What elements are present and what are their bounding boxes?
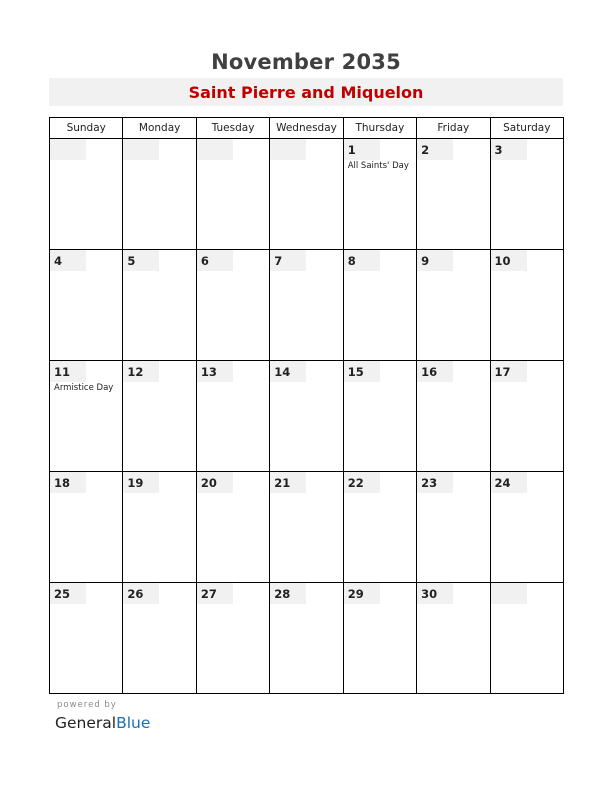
day-cell	[490, 250, 563, 361]
day-number: 22	[344, 472, 380, 493]
day-number: 10	[491, 250, 527, 271]
day-cell	[343, 472, 416, 583]
weekday-friday: Friday	[417, 118, 490, 139]
day-number: 26	[123, 583, 159, 604]
day-number: 19	[123, 472, 159, 493]
powered-by-label: powered by	[57, 700, 117, 710]
day-number: 6	[197, 250, 233, 271]
week-row	[50, 583, 564, 694]
day-cell	[490, 583, 563, 694]
day-number: 15	[344, 361, 380, 382]
day-cell	[50, 250, 123, 361]
day-number	[491, 583, 527, 604]
day-number: 24	[491, 472, 527, 493]
day-cell	[50, 361, 123, 472]
day-cell	[417, 139, 490, 250]
day-cell	[270, 139, 343, 250]
day-number: 11	[50, 361, 86, 382]
brand-logo	[55, 713, 150, 733]
day-cell	[50, 472, 123, 583]
region-banner: Saint Pierre and Miquelon	[49, 78, 563, 106]
day-number: 25	[50, 583, 86, 604]
day-cell	[417, 583, 490, 694]
weekday-thursday: Thursday	[343, 118, 416, 139]
day-number: 16	[417, 361, 453, 382]
day-cell	[196, 361, 269, 472]
day-number: 12	[123, 361, 159, 382]
day-number: 5	[123, 250, 159, 271]
day-cell	[270, 583, 343, 694]
day-number: 1	[344, 139, 380, 160]
day-number	[50, 139, 86, 160]
day-cell	[50, 139, 123, 250]
day-cell	[343, 583, 416, 694]
day-number: 13	[197, 361, 233, 382]
day-number: 3	[491, 139, 527, 160]
day-cell	[270, 361, 343, 472]
day-cell	[343, 250, 416, 361]
day-cell	[196, 583, 269, 694]
day-cell	[123, 361, 196, 472]
day-number: 8	[344, 250, 380, 271]
footer-branding	[55, 700, 150, 733]
weekday-header-row	[50, 118, 564, 139]
day-number: 30	[417, 583, 453, 604]
day-number: 29	[344, 583, 380, 604]
brand-blue-text: Blue	[116, 714, 151, 732]
week-row	[50, 139, 564, 250]
day-number: 27	[197, 583, 233, 604]
day-number: 9	[417, 250, 453, 271]
day-number: 4	[50, 250, 86, 271]
brand-general-text: General	[55, 714, 117, 732]
day-cell	[343, 361, 416, 472]
day-number	[123, 139, 159, 160]
week-row	[50, 250, 564, 361]
day-cell	[196, 139, 269, 250]
day-number: 18	[50, 472, 86, 493]
day-number: 14	[270, 361, 306, 382]
day-cell	[196, 472, 269, 583]
day-number: 28	[270, 583, 306, 604]
weekday-sunday: Sunday	[50, 118, 123, 139]
day-number: 2	[417, 139, 453, 160]
day-number: 23	[417, 472, 453, 493]
holiday-label: All Saints' Day	[347, 161, 409, 171]
weekday-wednesday: Wednesday	[270, 118, 343, 139]
day-cell	[490, 139, 563, 250]
weekday-saturday: Saturday	[490, 118, 563, 139]
week-row	[50, 472, 564, 583]
day-number: 17	[491, 361, 527, 382]
day-number: 7	[270, 250, 306, 271]
day-cell	[123, 250, 196, 361]
day-number	[270, 139, 306, 160]
day-cell	[123, 139, 196, 250]
day-cell	[417, 472, 490, 583]
day-cell	[490, 361, 563, 472]
page-title: November 2035	[211, 50, 401, 74]
day-number: 21	[270, 472, 306, 493]
day-cell	[343, 139, 416, 250]
weekday-monday: Monday	[123, 118, 196, 139]
day-cell	[196, 250, 269, 361]
day-cell	[123, 583, 196, 694]
weekday-tuesday: Tuesday	[196, 118, 269, 139]
day-cell	[270, 250, 343, 361]
day-number: 20	[197, 472, 233, 493]
day-cell	[270, 472, 343, 583]
day-cell	[123, 472, 196, 583]
day-number	[197, 139, 233, 160]
day-cell	[490, 472, 563, 583]
week-row	[50, 361, 564, 472]
day-cell	[417, 361, 490, 472]
calendar-body	[50, 139, 564, 694]
calendar-grid	[49, 117, 564, 694]
holiday-label: Armistice Day	[54, 383, 114, 393]
day-cell	[50, 583, 123, 694]
day-cell	[417, 250, 490, 361]
